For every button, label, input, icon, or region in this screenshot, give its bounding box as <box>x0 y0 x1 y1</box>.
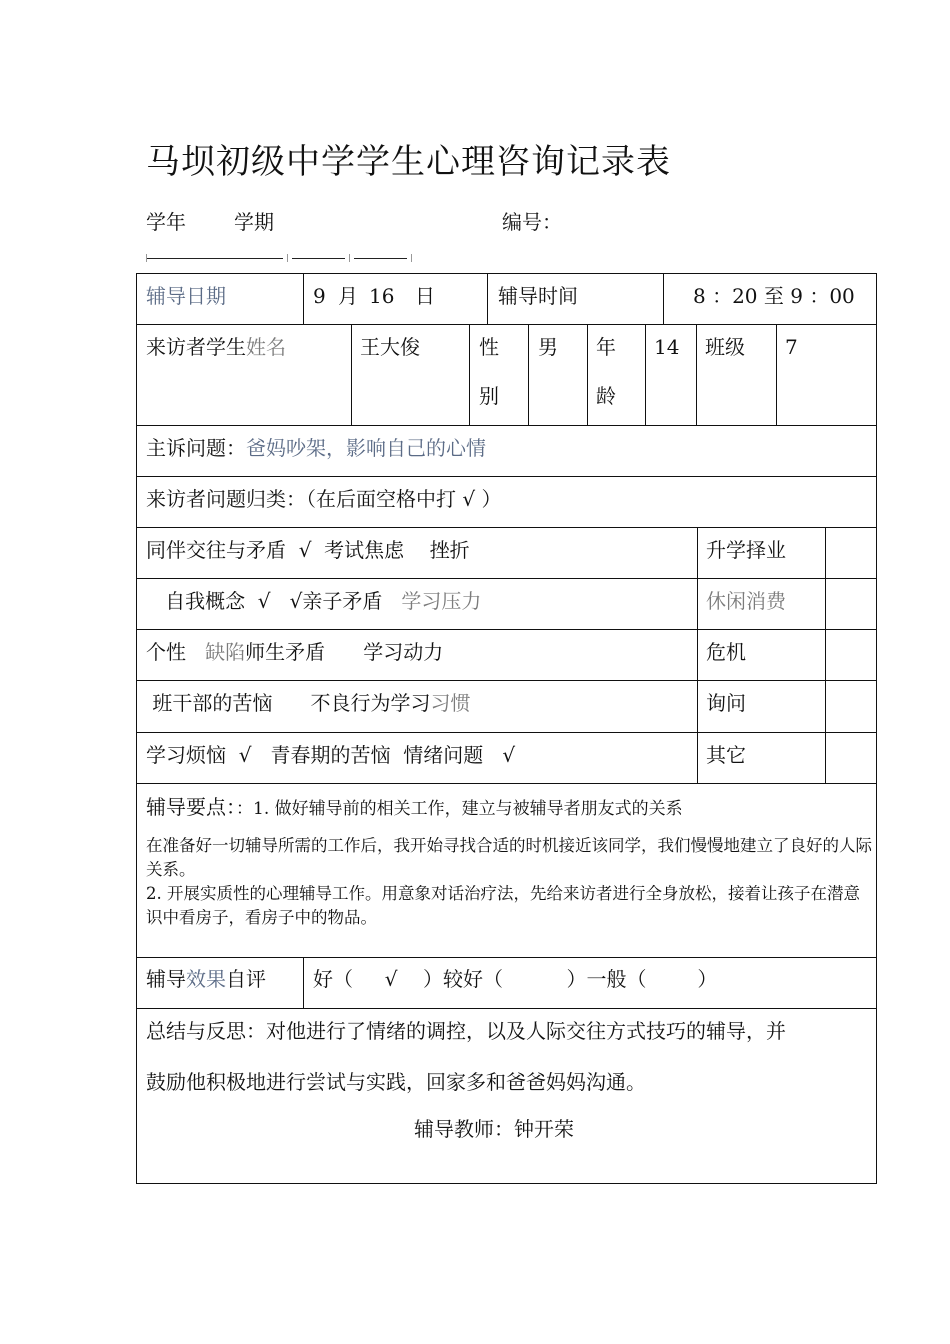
school-year-label: 学年 <box>146 210 186 234</box>
gender-label-bottom: 别 <box>479 384 499 408</box>
summary-line-2: 鼓励他积极地进行尝试与实践，回家多和爸爸妈妈沟通。 <box>146 1070 646 1094</box>
student-name-value: 王大俊 <box>360 335 420 359</box>
category-row-3: 个性 缺陷师生矛盾 学习动力 <box>146 640 444 664</box>
category-row-4-right: 询问 <box>706 691 746 715</box>
category-row-1: 同伴交往与矛盾 √ 考试焦虑 挫折 <box>146 538 470 562</box>
guidance-paragraph-1: 在准备好一切辅导所需的工作后，我开始寻找合适的时机接近该同学，我们慢慢地建立了良好的人际关系。 <box>146 836 872 879</box>
summary-line-1: 总结与反思：对他进行了情绪的调控，以及人际交往方式技巧的辅导，并 <box>146 1019 786 1043</box>
term-label: 学期 <box>234 210 274 234</box>
class-label: 班级 <box>705 335 745 359</box>
date-label: 辅导日期 <box>146 284 226 308</box>
category-row-4: 班干部的苦恼 不良行为学习习惯 <box>146 691 471 715</box>
gender-label-top: 性 <box>479 335 499 359</box>
date-month: 9 <box>313 284 326 308</box>
category-row-1-right: 升学择业 <box>706 538 786 562</box>
teacher-signature: 辅导教师：钟开荣 <box>414 1117 574 1141</box>
consultation-record-table <box>136 273 877 1184</box>
number-blank-line <box>354 258 407 259</box>
category-row-3-right: 危机 <box>706 640 746 664</box>
term-blank-line <box>292 258 345 259</box>
month-char: 月 <box>338 284 358 308</box>
guidance-heading: 辅导要点：：1. 做好辅导前的相关工作，建立与被辅导者朋友式的关系 <box>146 795 683 819</box>
self-eval-label: 辅导效果自评 <box>146 967 266 991</box>
day-char: 日 <box>415 284 435 308</box>
category-row-5-right: 其它 <box>706 743 746 767</box>
class-value: 7 <box>785 335 798 359</box>
age-value: 14 <box>654 335 680 359</box>
self-eval-value: 好（ √ ）较好（ ）一般（ ） <box>313 967 718 991</box>
year-blank-line <box>146 258 283 259</box>
category-row-5: 学习烦恼 √ 青春期的苦恼 情绪问题 √ <box>146 743 516 767</box>
age-label-bottom: 龄 <box>596 384 616 408</box>
student-name-label: 来访者学生姓名 <box>146 335 286 359</box>
category-header: 来访者问题归类：（在后面空格中打 √ ） <box>146 487 502 511</box>
guidance-paragraph-2: 2. 开展实质性的心理辅导工作。用意象对话治疗法，先给来访者进行全身放松，接着让孩子在潜意识中看房子，看房子中的物品。 <box>146 884 860 927</box>
date-day: 16 <box>369 284 395 308</box>
category-row-2-right: 休闲消费 <box>706 589 786 613</box>
category-row-2: 自我概念 √ √亲子矛盾 学习压力 <box>146 589 482 613</box>
time-label: 辅导时间 <box>498 284 578 308</box>
number-label: 编号： <box>502 210 562 234</box>
page-title: 马坝初级中学学生心理咨询记录表 <box>146 142 671 182</box>
time-value: 8 ：20 至 9 ：00 <box>693 284 855 308</box>
gender-value: 男 <box>538 335 558 359</box>
age-label-top: 年 <box>596 335 616 359</box>
complaint: 主诉问题：爸妈吵架，影响自己的心情 <box>146 436 486 460</box>
